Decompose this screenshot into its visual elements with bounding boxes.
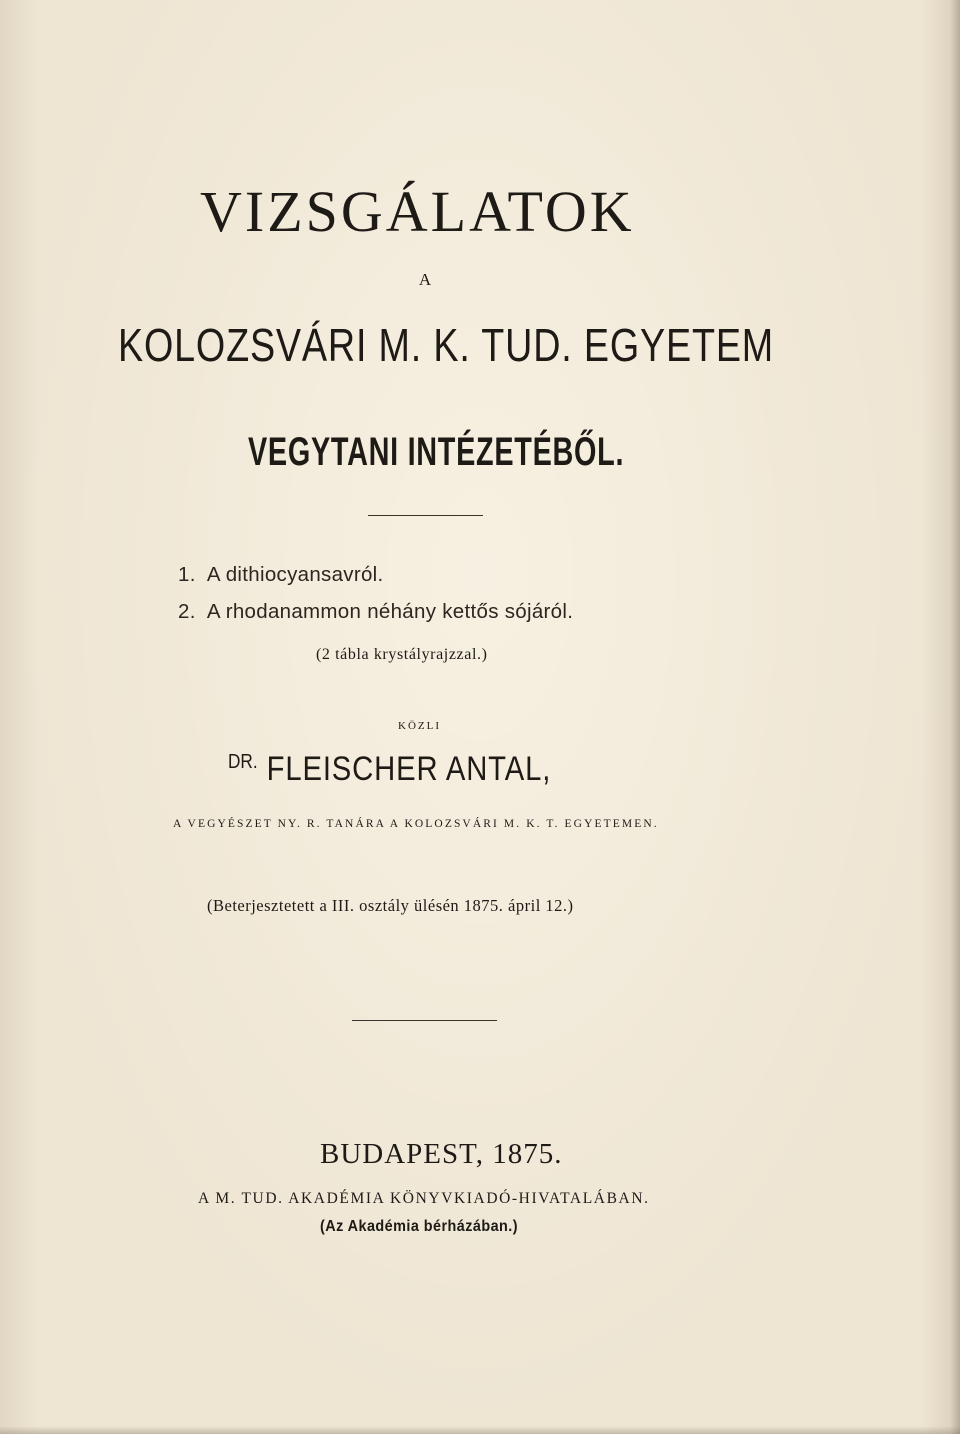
contents-item-number: 2.	[178, 600, 196, 623]
institute-name: VEGYTANI INTÉZETÉBŐL.	[248, 430, 625, 474]
contents-item-number: 1.	[178, 563, 196, 586]
imprint-city-year: BUDAPEST, 1875.	[320, 1138, 563, 1170]
contents-item	[178, 563, 384, 587]
communicated-by-label: KÖZLI	[398, 720, 441, 732]
author-name: FLEISCHER ANTAL,	[266, 750, 552, 788]
divider-rule-top	[368, 515, 483, 516]
main-title: VIZSGÁLATOK	[200, 179, 635, 244]
page-edge-shadow-bottom	[0, 1426, 960, 1434]
page-edge-shadow-right	[950, 0, 960, 1434]
title-particle: A	[418, 270, 432, 289]
author-affiliation: A VEGYÉSZET NY. R. TANÁRA A KOLOZSVÁRI M. K. T. EGYETEMEN.	[173, 818, 659, 830]
plates-note: (2 tábla krystályrajzzal.)	[316, 646, 488, 663]
contents-item-text: A dithiocyansavról.	[206, 563, 384, 586]
contents-item-text: A rhodanammon néhány kettős sójáról.	[206, 600, 574, 623]
contents-item	[178, 600, 573, 624]
institution-name: KOLOZSVÁRI M. K. TUD. EGYETEM	[118, 319, 775, 371]
author-line	[228, 750, 551, 789]
presentation-note: (Beterjesztetett a III. osztály ülésén 1875. ápril 12.)	[207, 896, 574, 915]
imprint-address: (Az Akadémia bérházában.)	[320, 1218, 518, 1235]
imprint-publisher: A M. TUD. AKADÉMIA KÖNYVKIADÓ-HIVATALÁBAN.	[198, 1190, 650, 1207]
author-title: DR.	[228, 751, 258, 773]
divider-rule-bottom	[352, 1020, 497, 1021]
